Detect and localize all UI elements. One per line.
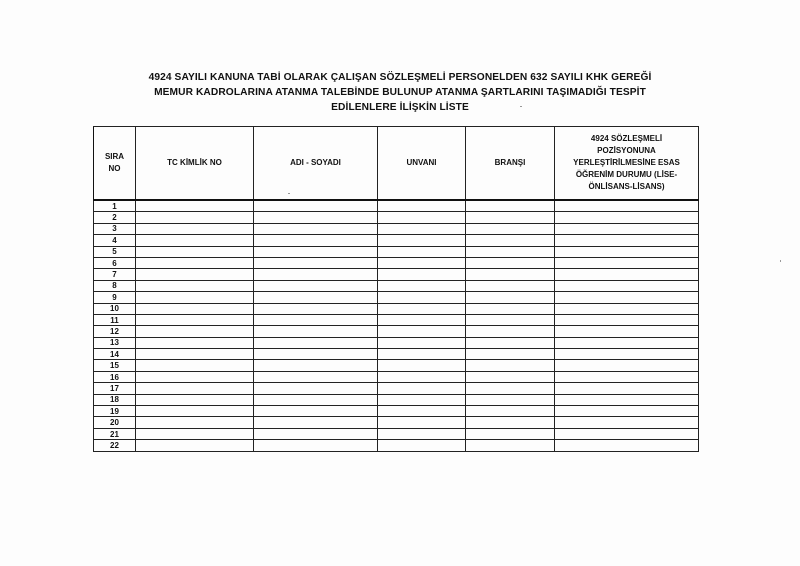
unvani-cell — [378, 246, 466, 257]
ogrenim-durumu-cell — [555, 383, 699, 394]
row-number: 5 — [94, 246, 136, 257]
header-egitim-line1: 4924 SÖZLEŞMELİ — [590, 134, 663, 143]
table-row — [94, 235, 699, 246]
ogrenim-durumu-cell — [555, 440, 699, 451]
document-title — [100, 70, 700, 115]
header-egitim-line4: ÖĞRENİM DURUMU (LİSE- — [575, 170, 678, 179]
bransi-cell — [466, 428, 555, 439]
header-egitim-line5: ÖNLİSANS-LİSANS) — [588, 182, 665, 191]
unvani-cell — [378, 428, 466, 439]
row-number: 15 — [94, 360, 136, 371]
adi-soyadi-cell — [254, 337, 378, 348]
adi-soyadi-cell — [254, 212, 378, 223]
ogrenim-durumu-cell — [555, 223, 699, 234]
table-row — [94, 394, 699, 405]
title-line-2: MEMUR KADROLARINA ATANMA TALEBİNDE BULUNUP ATANMA ŞARTLARINI TAŞIMADIĞI TESPİT — [154, 87, 646, 98]
bransi-cell — [466, 326, 555, 337]
header-unvani: UNVANI — [378, 127, 466, 201]
bransi-cell — [466, 314, 555, 325]
table-row — [94, 406, 699, 417]
tc-kimlik-cell — [136, 394, 254, 405]
adi-soyadi-cell — [254, 440, 378, 451]
row-number: 9 — [94, 292, 136, 303]
table-row — [94, 280, 699, 291]
bransi-cell — [466, 360, 555, 371]
ogrenim-durumu-cell — [555, 292, 699, 303]
row-number: 20 — [94, 417, 136, 428]
row-number: 14 — [94, 349, 136, 360]
title-line-3: EDİLENLERE İLİŞKİN LİSTE — [331, 102, 469, 113]
table-row — [94, 383, 699, 394]
tc-kimlik-cell — [136, 314, 254, 325]
adi-soyadi-cell — [254, 394, 378, 405]
table-row — [94, 246, 699, 257]
unvani-cell — [378, 417, 466, 428]
tc-kimlik-cell — [136, 280, 254, 291]
adi-soyadi-cell — [254, 246, 378, 257]
tc-kimlik-cell — [136, 360, 254, 371]
ogrenim-durumu-cell — [555, 406, 699, 417]
ogrenim-durumu-cell — [555, 428, 699, 439]
unvani-cell — [378, 235, 466, 246]
adi-soyadi-cell — [254, 360, 378, 371]
adi-soyadi-cell — [254, 406, 378, 417]
bransi-cell — [466, 406, 555, 417]
bransi-cell — [466, 440, 555, 451]
bransi-cell — [466, 417, 555, 428]
tc-kimlik-cell — [136, 428, 254, 439]
header-egitim-line3: YERLEŞTİRİLMESİNE ESAS — [573, 158, 680, 167]
unvani-cell — [378, 257, 466, 268]
row-number: 8 — [94, 280, 136, 291]
bransi-cell — [466, 394, 555, 405]
unvani-cell — [378, 383, 466, 394]
bransi-cell — [466, 349, 555, 360]
ogrenim-durumu-cell — [555, 235, 699, 246]
ogrenim-durumu-cell — [555, 200, 699, 212]
unvani-cell — [378, 200, 466, 212]
bransi-cell — [466, 257, 555, 268]
unvani-cell — [378, 280, 466, 291]
adi-soyadi-cell — [254, 417, 378, 428]
unvani-cell — [378, 212, 466, 223]
adi-soyadi-cell — [254, 314, 378, 325]
ogrenim-durumu-cell — [555, 349, 699, 360]
adi-soyadi-cell — [254, 383, 378, 394]
adi-soyadi-cell — [254, 280, 378, 291]
ogrenim-durumu-cell — [555, 314, 699, 325]
scan-speck — [520, 106, 522, 107]
ogrenim-durumu-cell — [555, 371, 699, 382]
bransi-cell — [466, 280, 555, 291]
unvani-cell — [378, 292, 466, 303]
unvani-cell — [378, 326, 466, 337]
row-number: 4 — [94, 235, 136, 246]
adi-soyadi-cell — [254, 292, 378, 303]
row-number: 21 — [94, 428, 136, 439]
adi-soyadi-cell — [254, 257, 378, 268]
row-number: 2 — [94, 212, 136, 223]
ogrenim-durumu-cell — [555, 394, 699, 405]
row-number: 12 — [94, 326, 136, 337]
tc-kimlik-cell — [136, 200, 254, 212]
adi-soyadi-cell — [254, 269, 378, 280]
adi-soyadi-cell — [254, 303, 378, 314]
row-number: 10 — [94, 303, 136, 314]
table-row — [94, 417, 699, 428]
table-row — [94, 292, 699, 303]
header-ogrenim-durumu — [555, 127, 699, 201]
personnel-list-table — [93, 126, 699, 452]
row-number: 7 — [94, 269, 136, 280]
adi-soyadi-cell — [254, 200, 378, 212]
ogrenim-durumu-cell — [555, 326, 699, 337]
table-row — [94, 428, 699, 439]
table-row — [94, 223, 699, 234]
unvani-cell — [378, 371, 466, 382]
table-row — [94, 371, 699, 382]
adi-soyadi-cell — [254, 428, 378, 439]
tc-kimlik-cell — [136, 337, 254, 348]
header-egitim-line2: POZİSYONUNA — [597, 146, 656, 155]
bransi-cell — [466, 246, 555, 257]
table-row — [94, 303, 699, 314]
tc-kimlik-cell — [136, 257, 254, 268]
table-row — [94, 349, 699, 360]
adi-soyadi-cell — [254, 223, 378, 234]
tc-kimlik-cell — [136, 326, 254, 337]
bransi-cell — [466, 383, 555, 394]
unvani-cell — [378, 269, 466, 280]
table-body — [94, 200, 699, 451]
bransi-cell — [466, 200, 555, 212]
header-tc-kimlik-no: TC KİMLİK NO — [136, 127, 254, 201]
tc-kimlik-cell — [136, 383, 254, 394]
table-row — [94, 200, 699, 212]
tc-kimlik-cell — [136, 223, 254, 234]
ogrenim-durumu-cell — [555, 303, 699, 314]
ogrenim-durumu-cell — [555, 246, 699, 257]
unvani-cell — [378, 394, 466, 405]
tc-kimlik-cell — [136, 269, 254, 280]
header-adi-soyadi: ADI - SOYADI — [254, 127, 378, 201]
bransi-cell — [466, 303, 555, 314]
tc-kimlik-cell — [136, 406, 254, 417]
table-header-row — [94, 127, 699, 201]
scan-speck — [288, 193, 290, 194]
header-sira-line2: NO — [108, 164, 121, 173]
unvani-cell — [378, 223, 466, 234]
tc-kimlik-cell — [136, 292, 254, 303]
ogrenim-durumu-cell — [555, 280, 699, 291]
row-number: 6 — [94, 257, 136, 268]
tc-kimlik-cell — [136, 212, 254, 223]
ogrenim-durumu-cell — [555, 417, 699, 428]
unvani-cell — [378, 440, 466, 451]
tc-kimlik-cell — [136, 235, 254, 246]
row-number: 13 — [94, 337, 136, 348]
row-number: 22 — [94, 440, 136, 451]
tc-kimlik-cell — [136, 303, 254, 314]
bransi-cell — [466, 292, 555, 303]
bransi-cell — [466, 371, 555, 382]
ogrenim-durumu-cell — [555, 257, 699, 268]
row-number: 18 — [94, 394, 136, 405]
bransi-cell — [466, 337, 555, 348]
row-number: 19 — [94, 406, 136, 417]
header-bransi: BRANŞI — [466, 127, 555, 201]
unvani-cell — [378, 303, 466, 314]
table-row — [94, 440, 699, 451]
table-row — [94, 212, 699, 223]
header-sira-no — [94, 127, 136, 201]
ogrenim-durumu-cell — [555, 269, 699, 280]
table-row — [94, 360, 699, 371]
row-number: 17 — [94, 383, 136, 394]
ogrenim-durumu-cell — [555, 212, 699, 223]
row-number: 1 — [94, 200, 136, 212]
bransi-cell — [466, 223, 555, 234]
bransi-cell — [466, 235, 555, 246]
unvani-cell — [378, 314, 466, 325]
row-number: 11 — [94, 314, 136, 325]
header-sira-line1: SIRA — [104, 152, 125, 161]
adi-soyadi-cell — [254, 349, 378, 360]
adi-soyadi-cell — [254, 371, 378, 382]
scan-speck — [780, 260, 781, 262]
adi-soyadi-cell — [254, 326, 378, 337]
unvani-cell — [378, 337, 466, 348]
row-number: 16 — [94, 371, 136, 382]
tc-kimlik-cell — [136, 246, 254, 257]
tc-kimlik-cell — [136, 417, 254, 428]
unvani-cell — [378, 349, 466, 360]
bransi-cell — [466, 212, 555, 223]
adi-soyadi-cell — [254, 235, 378, 246]
bransi-cell — [466, 269, 555, 280]
ogrenim-durumu-cell — [555, 337, 699, 348]
unvani-cell — [378, 406, 466, 417]
table-row — [94, 269, 699, 280]
table-row — [94, 337, 699, 348]
row-number: 3 — [94, 223, 136, 234]
ogrenim-durumu-cell — [555, 360, 699, 371]
title-line-1: 4924 SAYILI KANUNA TABİ OLARAK ÇALIŞAN SÖZLEŞMELİ PERSONELDEN 632 SAYILI KHK GEREĞİ — [148, 72, 652, 83]
unvani-cell — [378, 360, 466, 371]
tc-kimlik-cell — [136, 349, 254, 360]
table-row — [94, 257, 699, 268]
table-row — [94, 326, 699, 337]
tc-kimlik-cell — [136, 371, 254, 382]
tc-kimlik-cell — [136, 440, 254, 451]
table-row — [94, 314, 699, 325]
